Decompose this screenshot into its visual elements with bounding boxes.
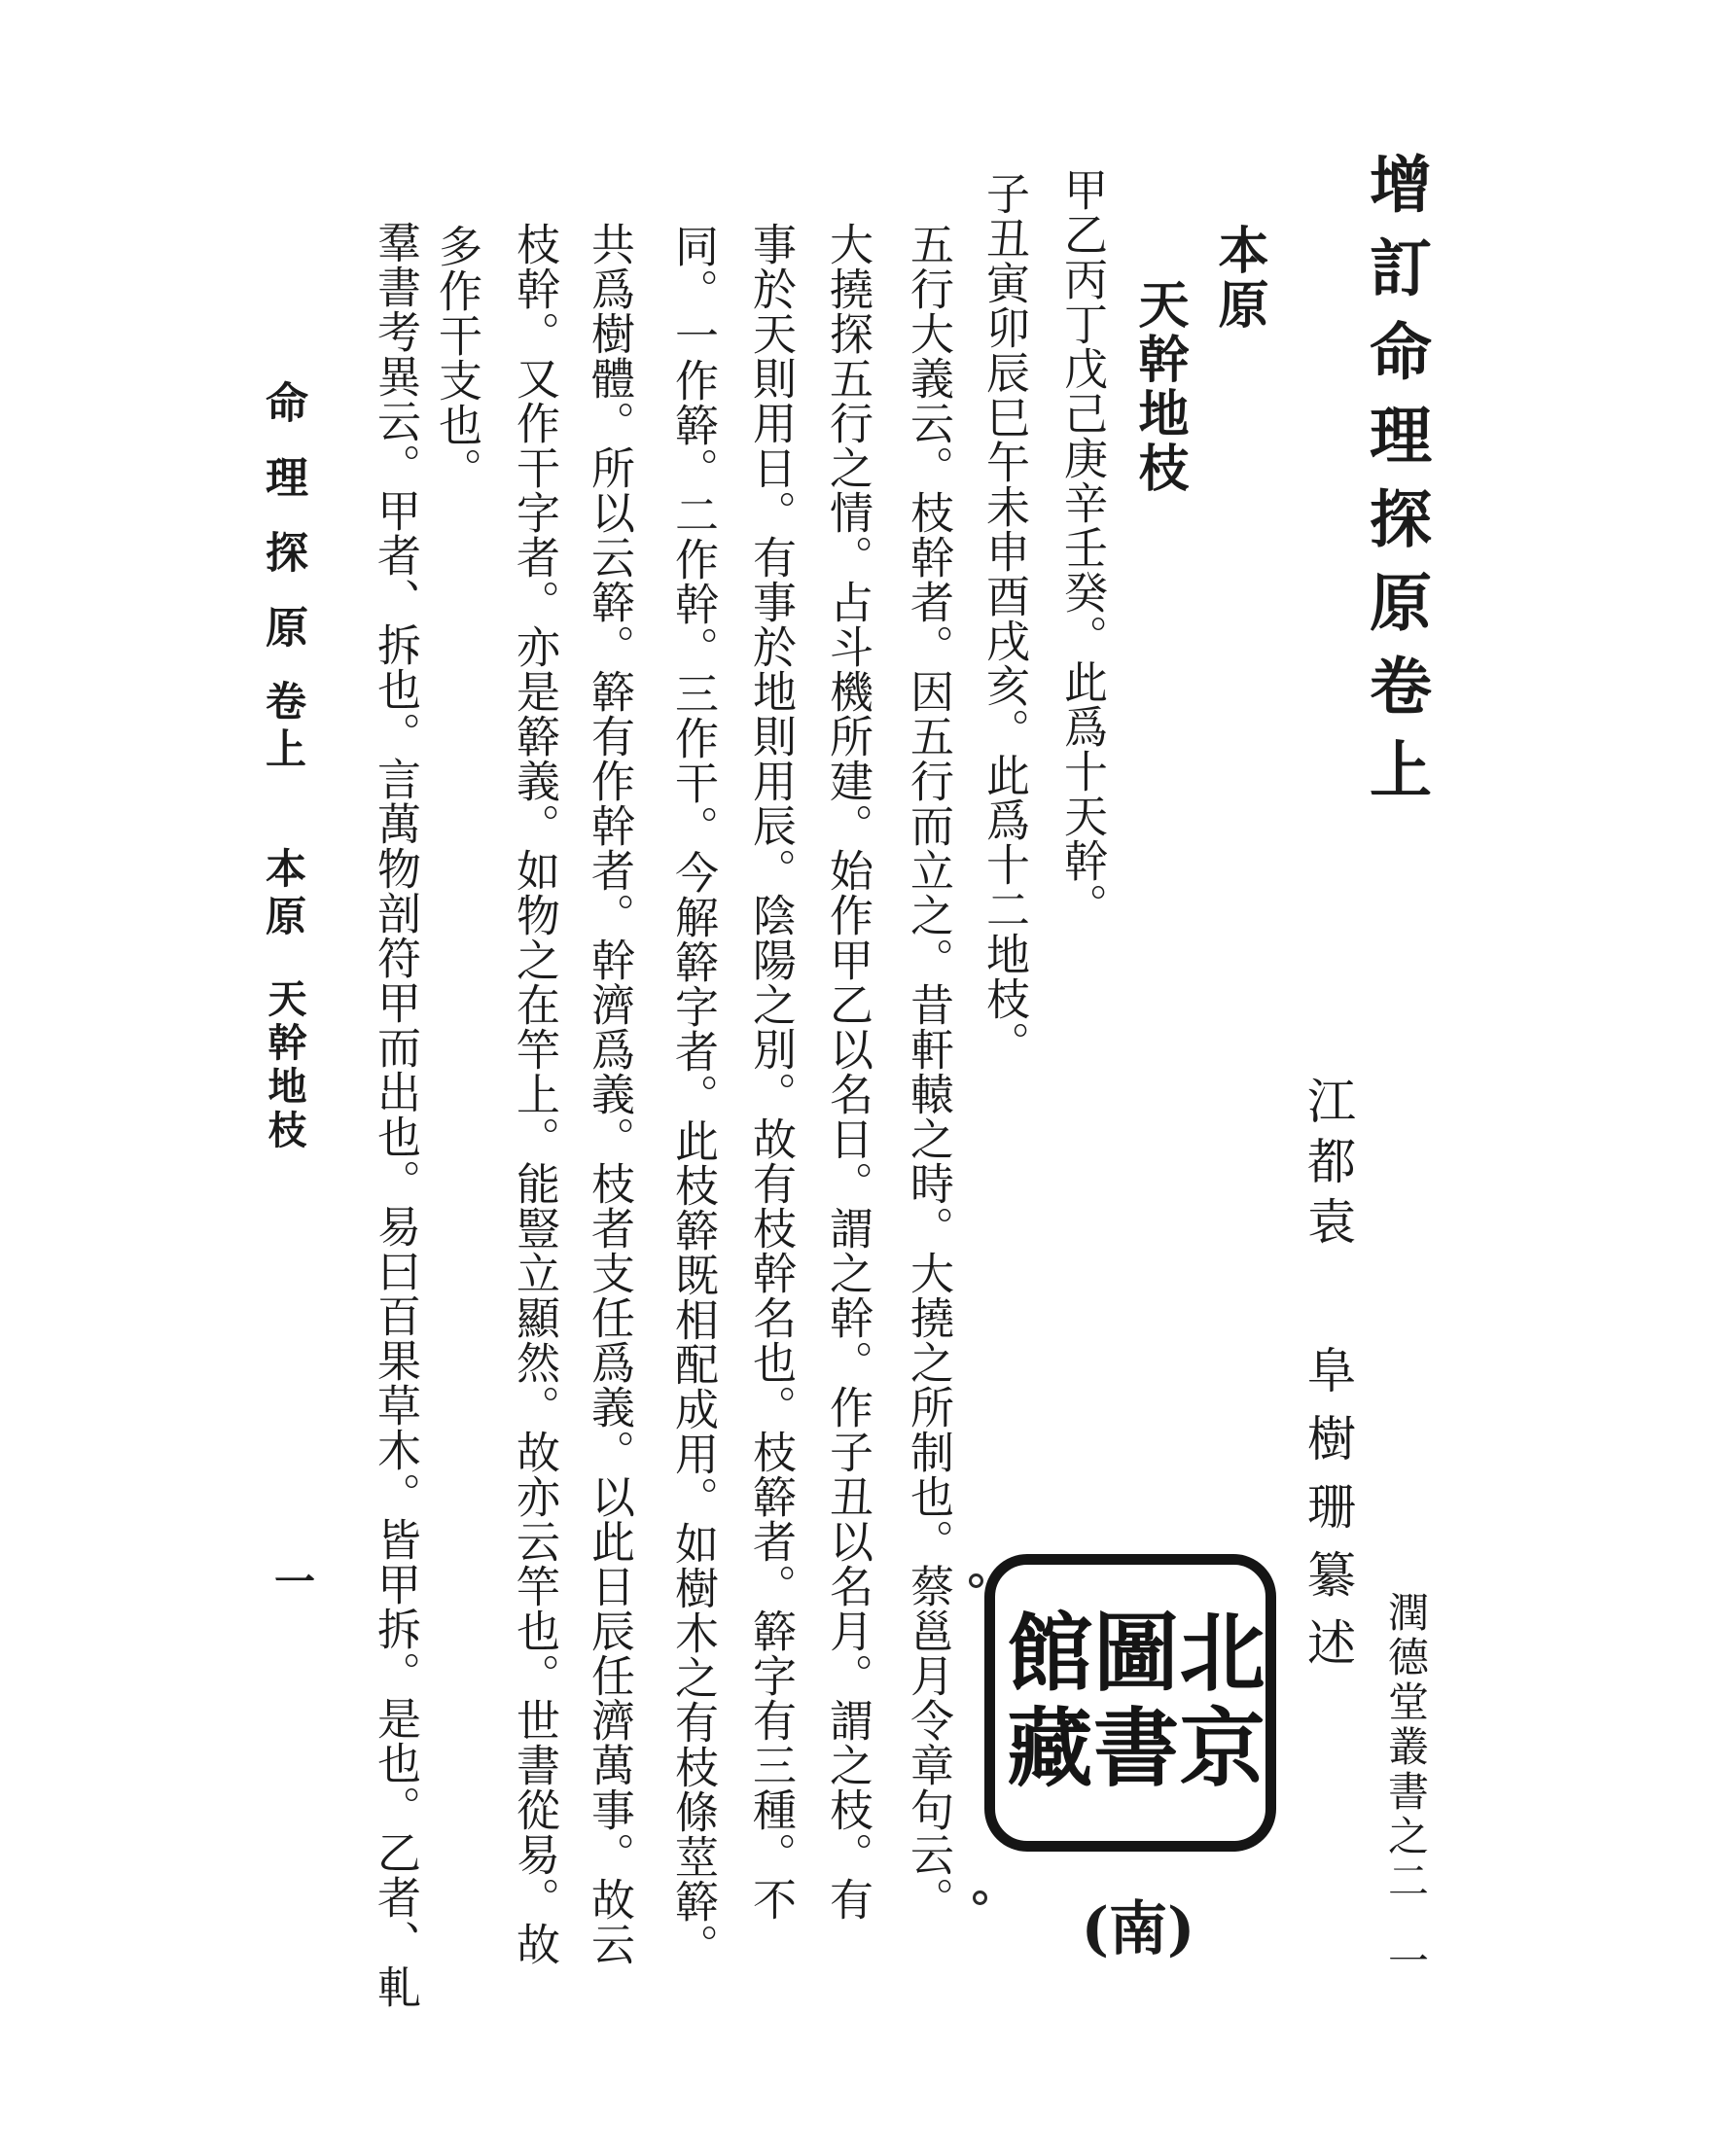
author-name: 阜樹珊纂述 xyxy=(1300,1345,1356,1685)
margin-title-section: 本原 xyxy=(260,847,307,942)
seal-annotation: (南) xyxy=(1081,1895,1195,1963)
author-place: 江都袁 xyxy=(1300,1076,1356,1256)
library-seal-stamp xyxy=(984,1554,1276,1852)
margin-title-volume: 卷上 xyxy=(260,680,307,775)
body-column-1: 甲乙丙丁戊己庚辛壬癸。此爲十天幹。 xyxy=(1056,167,1108,928)
section-heading: 本原 xyxy=(1209,224,1268,333)
body-column-7: 共爲樹體。所以云簳。簳有作幹者。幹濟爲義。枝者支任爲義。以此日辰任濟萬事。故云 xyxy=(584,222,635,1966)
subsection-heading: 天幹地枝 xyxy=(1129,278,1189,496)
series-note-tail: 一 xyxy=(1382,1939,1430,1984)
margin-title-main: 命理探原 xyxy=(258,380,307,680)
body-column-6: 同。一作簳。二作幹。三作干。今解簳字者。此枝簳既相配成用。如樹木之有枝條莖簳。 xyxy=(667,224,719,1968)
ink-speck xyxy=(973,1891,987,1905)
ink-speck xyxy=(969,1573,983,1588)
body-column-5: 事於天則用日。有事於地則用辰。陰陽之別。故有枝幹名也。枝簳者。簳字有三種。不 xyxy=(745,222,797,1922)
series-note: 潤德堂叢書之二 xyxy=(1382,1591,1430,1904)
body-column-2: 子丑寅卯辰巳午未申酉戌亥。此爲十二地枝。 xyxy=(979,171,1030,1066)
margin-title-subsection: 天幹地枝 xyxy=(262,978,307,1153)
seal-text-col-1: 北京 xyxy=(1165,1608,1267,1798)
page-number: 一 xyxy=(268,1560,316,1601)
body-column-10: 羣書考異云。甲者、拆也。言萬物剖符甲而出也。易曰百果草木。皆甲拆。是也。乙者、軋 xyxy=(370,220,421,2009)
body-column-4: 大撓探五行之情。占斗機所建。始作甲乙以名日。謂之幹。作子丑以名月。謂之枝。有 xyxy=(822,222,873,1922)
page-title: 增訂命理探原卷上 xyxy=(1359,152,1432,821)
seal-text-col-2: 圖書 xyxy=(1079,1608,1181,1798)
body-column-8: 枝幹。又作干字者。亦是簳義。如物之在竿上。能豎立顯然。故亦云竿也。世書從易。故 xyxy=(509,222,560,1966)
seal-text-col-3: 館藏 xyxy=(993,1608,1095,1798)
body-column-3: 五行大義云。枝幹者。因五行而立之。昔軒轅之時。大撓之所制也。蔡邕月令章句云。 xyxy=(903,222,954,1922)
body-column-9: 多作干支也。 xyxy=(431,224,482,492)
